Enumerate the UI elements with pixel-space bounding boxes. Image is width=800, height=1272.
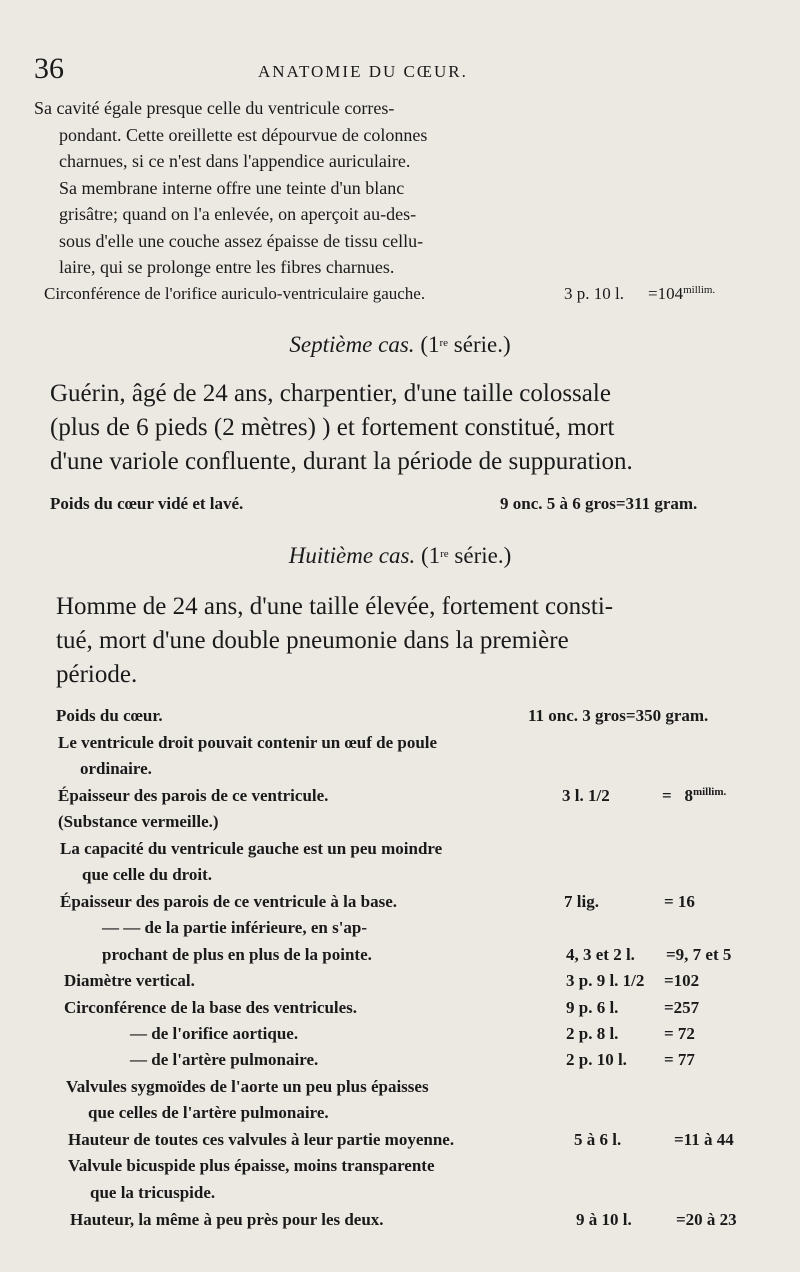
text-line: d'une variole confluente, durant la période de suppuration. (50, 448, 633, 475)
measurement-metric: =257 (664, 998, 700, 1017)
measurement-value: 3 l. 1/2 (562, 786, 610, 805)
case-description (56, 590, 766, 692)
text-line: sous d'elle une couche assez épaisse de tissu cellu- (59, 230, 424, 251)
text-line: charnues, si ce n'est dans l'appendice auriculaire. (59, 151, 411, 171)
measurement-label: La capacité du ventricule gauche est un peu moindre (60, 839, 443, 858)
weight-row (56, 706, 766, 732)
measurement-value: 3 p. 9 l. 1/2 (566, 971, 645, 990)
measurement-label: Hauteur de toutes ces valvules à leur partie moyenne. (68, 1130, 455, 1149)
measurement-label: Diamètre vertical. (64, 971, 195, 990)
case-series-number: (1 (420, 332, 440, 357)
measurement-label: Circonférence de l'orifice auriculo-ventriculaire gauche. (44, 284, 426, 303)
text-line: (plus de 6 pieds (2 mètres) ) et fortement constitué, mort (50, 414, 615, 441)
measurement-label: que la tricuspide. (90, 1183, 216, 1202)
measurement-label: Épaisseur des parois de ce ventricule. (58, 786, 329, 805)
text-line: période. (56, 661, 138, 688)
measurement-label: que celle du droit. (82, 865, 213, 884)
measurement-label: (Substance vermeille.) (58, 812, 219, 831)
measurement-label: Épaisseur des parois de ce ventricule à la base. (60, 892, 398, 911)
measurement-row (130, 1024, 770, 1050)
measurement-metric: = 72 (664, 1024, 695, 1043)
measurement-metric: =20 à 23 (676, 1210, 737, 1229)
measurement-row (68, 1130, 778, 1156)
case-heading (0, 543, 800, 569)
weight-value: 11 onc. 3 gros=350 gram. (528, 706, 709, 725)
measurement-row (82, 865, 762, 891)
case-series-number: (1 (420, 543, 441, 568)
text-line: Guérin, âgé de 24 ans, charpentier, d'une taille colossale (50, 380, 611, 407)
measurement-row (70, 1210, 770, 1236)
measurement-row (102, 918, 762, 944)
measurement-label: prochant de plus en plus de la pointe. (102, 945, 372, 964)
measurement-value: 4, 3 et 2 l. (566, 945, 635, 964)
measurement-row (60, 892, 770, 918)
measurement-metric: =9, 7 et 5 (666, 945, 732, 964)
measurement-row (64, 998, 764, 1024)
measurement-value: 9 p. 6 l. (566, 998, 619, 1017)
unit-label: millim. (692, 786, 727, 798)
measurement-metric: = 77 (664, 1050, 695, 1069)
case-description (50, 377, 760, 479)
unit-label: millim. (683, 284, 716, 296)
text-line: laire, qui se prolonge entre les fibres charnues. (59, 257, 395, 277)
measurement-equals: = (662, 786, 672, 805)
measurement-label: Valvules sygmoïdes de l'aorte un peu plus épaisses (66, 1077, 429, 1096)
weight-row (50, 494, 760, 520)
weight-label: Poids du cœur. (56, 706, 163, 725)
measurement-label: ordinaire. (80, 759, 152, 778)
measurement-label: Le ventricule droit pouvait contenir un œuf de poule (58, 733, 438, 752)
text-line: Homme de 24 ans, d'une taille élevée, fortement consti- (56, 593, 614, 620)
case-title: Septième cas. (289, 332, 415, 357)
measurement-value: 7 lig. (564, 892, 599, 911)
intro-paragraph (34, 95, 744, 281)
case-series-label: série.) (448, 543, 512, 568)
measurement-value: 2 p. 8 l. (566, 1024, 619, 1043)
measurement-row (60, 839, 760, 865)
measurement-label: Valvule bicuspide plus épaisse, moins transparente (68, 1156, 435, 1175)
case-title: Huitième cas. (288, 543, 416, 568)
measurement-value: 5 à 6 l. (574, 1130, 622, 1149)
weight-label: Poids du cœur vidé et lavé. (50, 494, 244, 513)
measurement-label: — de l'artère pulmonaire. (130, 1050, 319, 1069)
running-title: ANATOMIE DU CŒUR. (258, 62, 468, 81)
measurement-label: Hauteur, la même à peu près pour les deux. (70, 1210, 384, 1229)
text-line: tué, mort d'une double pneumonie dans la première (56, 627, 569, 654)
measurement-row (88, 1103, 768, 1129)
measurement-metric: =11 à 44 (674, 1130, 734, 1149)
measurement-metric: =102 (664, 971, 700, 990)
measurement-row (58, 812, 758, 838)
page-header (34, 52, 774, 86)
measurement-metric: 8 (684, 786, 693, 805)
measurement-row (68, 1156, 768, 1182)
measurement-row (58, 786, 768, 812)
measurement-row (66, 1077, 766, 1103)
measurement-row (44, 284, 764, 310)
measurement-row (58, 733, 758, 759)
measurement-label: — de l'orifice aortique. (130, 1024, 299, 1043)
measurement-row (80, 759, 760, 785)
measurement-label: Circonférence de la base des ventricules. (64, 998, 358, 1017)
case-series-sup: re (439, 337, 449, 349)
text-line: Sa membrane interne offre une teinte d'un blanc (59, 177, 405, 198)
measurement-value: 3 p. 10 l. (564, 284, 624, 303)
text-line: pondant. Cette oreillette est dépourvue de colonnes (59, 124, 428, 145)
measurement-metric: = 16 (664, 892, 695, 911)
measurement-row (130, 1050, 770, 1076)
text-line: Sa cavité égale presque celle du ventricule corres- (34, 98, 395, 118)
measurement-value: 2 p. 10 l. (566, 1050, 627, 1069)
measurement-row (90, 1183, 770, 1209)
weight-value: 9 onc. 5 à 6 gros=311 gram. (500, 494, 698, 513)
measurement-metric: =104 (648, 284, 684, 303)
measurement-row (102, 945, 770, 971)
case-series-sup: re (440, 548, 449, 560)
case-heading (0, 332, 800, 358)
page-number: 36 (34, 52, 64, 85)
measurement-label: — — de la partie inférieure, en s'ap- (102, 918, 368, 937)
text-line: grisâtre; quand on l'a enlevée, on aperçoit au-des- (59, 204, 417, 224)
measurement-value: 9 à 10 l. (576, 1210, 632, 1229)
measurement-row (64, 971, 764, 997)
measurement-label: que celles de l'artère pulmonaire. (88, 1103, 329, 1122)
case-series-label: série.) (448, 332, 511, 357)
